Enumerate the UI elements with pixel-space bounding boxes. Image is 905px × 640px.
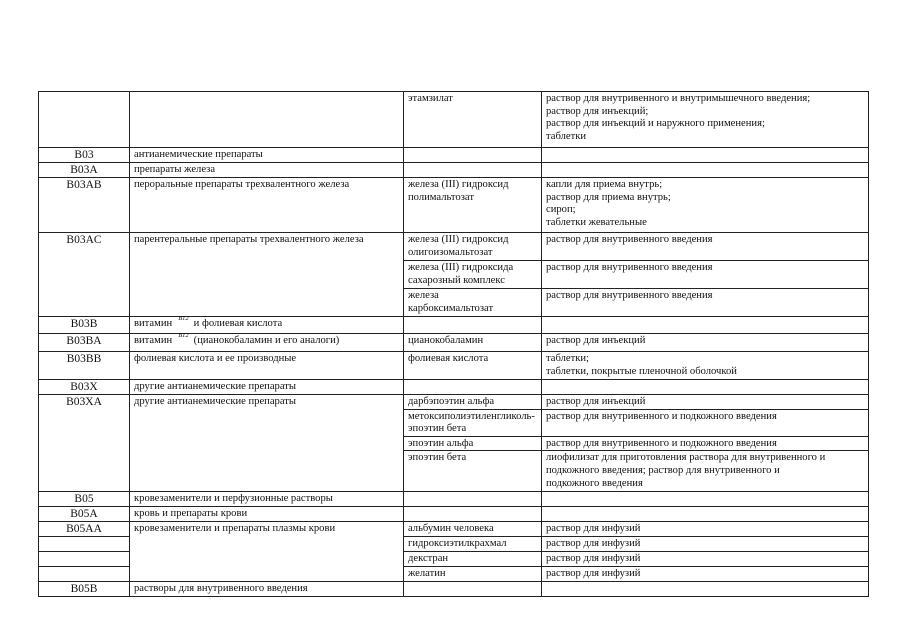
substance-cell [404,334,542,352]
table-row [39,334,869,352]
dosage-form-cell [542,582,869,597]
atc-code-cell: B03XA [39,395,130,492]
dosage-form-line: таблетки; [546,353,589,364]
substance-line: железа [408,290,439,301]
substance-line: карбоксимальтозат [408,302,494,314]
substance-line: эпоэтин альфа [408,437,474,449]
substance-line: железа (III) гидроксид [408,234,509,245]
substance-cell [404,148,542,163]
dosage-form-cell [542,289,869,317]
dosage-form-cell [542,492,869,507]
group-name-cell: фолиевая кислота и ее производные [130,352,404,380]
substance-text: метоксиполиэтиленгликоль- эпоэтин бета [408,410,535,435]
substance-cell [404,567,542,582]
dosage-form-cell [542,436,869,451]
dosage-form-line: подкожного введения [546,477,643,489]
group-name-cell: парентеральные препараты трехвалентного железа [130,233,404,317]
table-row [39,317,869,334]
table-row [39,178,869,233]
dosage-form-cell [542,507,869,522]
substance-cell [404,522,542,537]
dosage-form-line: раствор для инфузий [546,553,641,565]
dosage-form-line: раствор для инфузий [546,568,641,580]
group-name-prefix: витамин [134,335,173,346]
substance-line: альбумин человека [408,523,494,535]
group-name-cell: другие антианемические препараты [130,395,404,492]
vitamin-b12-formula: B12 [178,315,189,322]
dosage-form-cell [542,163,869,178]
dosage-form-cell [542,451,869,492]
substance-cell [404,582,542,597]
dosage-form-line: таблетки жевательные [546,216,647,228]
substance-cell [404,289,542,317]
atc-code-cell [39,537,130,552]
substance-cell [404,92,542,148]
group-name-cell [130,317,404,334]
group-name-cell: кровезаменители и перфузионные растворы [130,492,404,507]
atc-code-cell: B03A [39,163,130,178]
substance-line: фолиевая кислота [408,353,489,364]
atc-code-cell: B03B [39,317,130,334]
substance-line: железа (III) гидроксид [408,179,509,190]
substance-cell [404,492,542,507]
substance-cell [404,163,542,178]
substance-cell [404,352,542,380]
atc-code-cell: B05A [39,507,130,522]
dosage-form-cell [542,261,869,289]
table-row [39,148,869,163]
table-row [39,507,869,522]
dosage-form-line: раствор для внутривенного введения [546,234,713,245]
dosage-form-cell [542,334,869,352]
vitamin-b12-formula: B12 [178,332,189,339]
dosage-form-line: раствор для инфузий [546,523,641,535]
substance-cell [404,451,542,492]
dosage-form-line: раствор для инъекций; [546,105,649,117]
dosage-form-line: таблетки, покрытые пленочной оболочкой [546,365,737,377]
table-row [39,233,869,261]
atc-code-cell: B03X [39,380,130,395]
group-name-cell [130,92,404,148]
substance-cell [404,436,542,451]
substance-line: этамзилат [408,93,453,104]
atc-code-cell: B05 [39,492,130,507]
table-row [39,522,869,537]
atc-code-cell [39,92,130,148]
group-name-cell: пероральные препараты трехвалентного железа [130,178,404,233]
dosage-form-cell [542,352,869,380]
dosage-form-line: раствор для инфузий [546,538,641,550]
dosage-form-cell [542,148,869,163]
substance-line: железа (III) гидроксида [408,262,514,273]
atc-code-cell [39,567,130,582]
table-row [39,163,869,178]
atc-code-cell: B05AA [39,522,130,537]
table-row [39,582,869,597]
substance-line: олигоизомальтозат [408,246,493,258]
table-row [39,380,869,395]
group-name-cell: кровезаменители и препараты плазмы крови [130,522,404,582]
substance-line: эпоэтин бета [408,452,467,464]
atc-code-cell: B03AC [39,233,130,317]
dosage-form-line: раствор для внутривенного введения [546,290,713,301]
substance-cell [404,507,542,522]
dosage-form-cell [542,552,869,567]
atc-code-cell: B05B [39,582,130,597]
table-row [39,92,869,148]
dosage-form-cell [542,92,869,148]
atc-code-cell [39,552,130,567]
substance-line: желатин [408,568,446,580]
group-name-cell [130,334,404,352]
group-name-suffix: (цианокобаламин и его аналоги) [193,335,340,346]
dosage-form-cell [542,567,869,582]
substance-cell [404,233,542,261]
substance-cell [404,380,542,395]
substance-cell [404,178,542,233]
substance-line: полимальтозат [408,191,474,203]
dosage-form-line: раствор для внутривенного и внутримышечного введения; [546,93,811,104]
dosage-form-cell [542,409,869,436]
dosage-form-line: подкожного введения; раствор для внутривенного и [546,464,780,476]
atc-code-cell: B03AB [39,178,130,233]
atc-code-cell: B03BA [39,334,130,352]
substance-line: дарбэпоэтин альфа [408,396,495,407]
dosage-form-line: раствор для внутривенного введения [546,262,713,273]
substance-cell [404,395,542,410]
group-name-cell: кровь и препараты крови [130,507,404,522]
group-name-cell: антианемические препараты [130,148,404,163]
substance-cell [404,409,542,436]
dosage-form-cell [542,522,869,537]
drug-classification-table [38,91,869,597]
group-name-suffix: и фолиевая кислота [193,318,283,329]
substance-line: цианокобаламин [408,335,484,346]
dosage-form-cell [542,395,869,410]
substance-cell [404,552,542,567]
dosage-form-cell [542,233,869,261]
substance-cell [404,537,542,552]
dosage-form-cell [542,178,869,233]
atc-code-cell: B03BB [39,352,130,380]
group-name-cell: растворы для внутривенного введения [130,582,404,597]
dosage-form-line: раствор для приема внутрь; [546,191,671,203]
dosage-form-line: раствор для инъекций [546,335,646,346]
dosage-form-line: раствор для внутривенного и подкожного введения [546,410,777,422]
dosage-form-line: раствор для внутривенного и подкожного введения [546,437,777,449]
atc-code-cell: B03 [39,148,130,163]
table-row [39,395,869,410]
dosage-form-cell [542,317,869,334]
dosage-form-line: лиофилизат для приготовления раствора для внутривенного и [546,452,826,464]
substance-line: декстран [408,553,449,565]
dosage-form-line: таблетки [546,130,587,142]
substance-cell [404,261,542,289]
dosage-form-line: раствор для инъекций и наружного применения; [546,118,765,130]
dosage-form-line: капли для приема внутрь; [546,179,663,190]
dosage-form-line: раствор для инъекций [546,396,646,407]
group-name-prefix: витамин [134,318,173,329]
table-row [39,352,869,380]
substance-line: гидроксиэтилкрахмал [408,538,507,550]
dosage-form-line: сироп; [546,204,576,216]
dosage-form-cell [542,537,869,552]
group-name-cell: другие антианемические препараты [130,380,404,395]
group-name-cell: препараты железа [130,163,404,178]
table-row [39,492,869,507]
substance-line: сахарозный комплекс [408,274,505,286]
dosage-form-cell [542,380,869,395]
substance-cell [404,317,542,334]
